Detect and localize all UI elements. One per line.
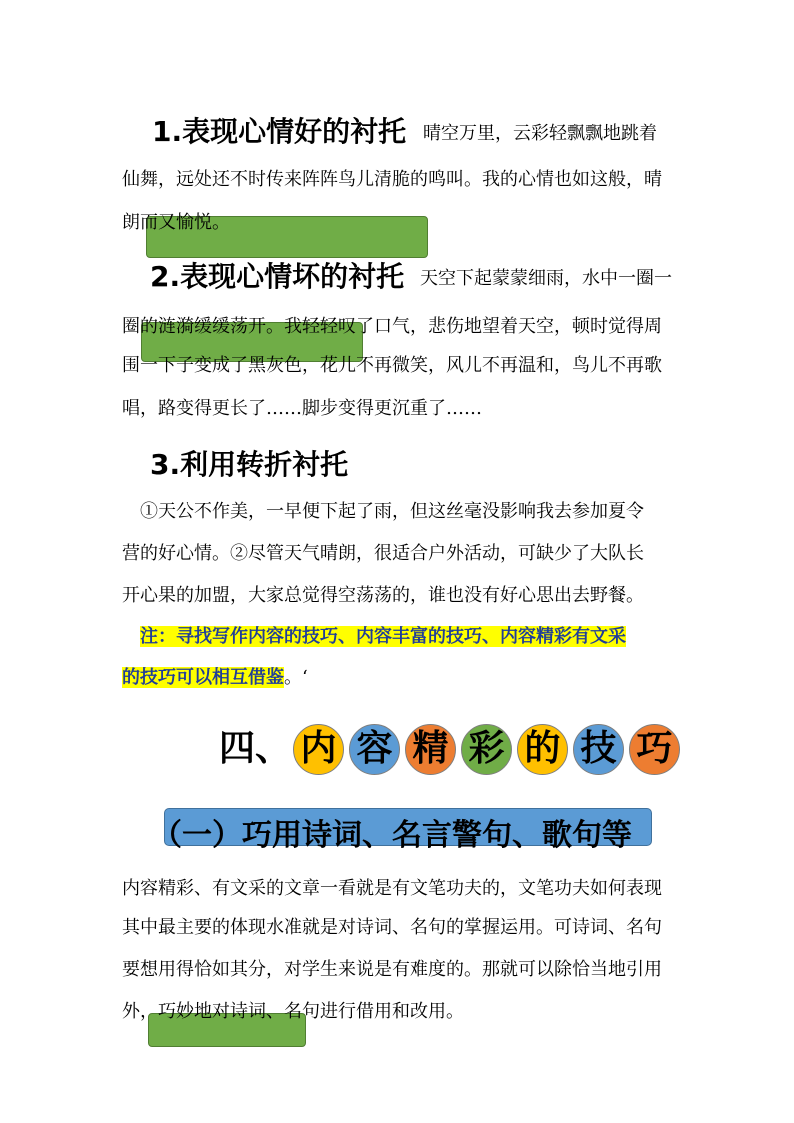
title-circle [629, 724, 680, 775]
title-circle [405, 724, 456, 775]
note-text-1: 注：寻找写作内容的技巧、内容丰富的技巧、内容精彩有文采 [140, 626, 626, 647]
note-line-1 [140, 624, 626, 650]
section1-heading: 1.表现心情好的衬托 [152, 115, 407, 148]
section2-line-4: 唱，路变得更长了……脚步变得更沉重了…… [122, 398, 482, 419]
title-char: 技 [580, 728, 617, 769]
note-text-2: 的技巧可以相互借鉴 [122, 667, 284, 688]
section2-heading: 2.表现心情坏的衬托 [150, 260, 405, 293]
section3-heading: 3.利用转折衬托 [150, 448, 349, 481]
title-circle [293, 724, 344, 775]
title-circle [573, 724, 624, 775]
title-circle [349, 724, 400, 775]
section1-line-2: 仙舞，远处还不时传来阵阵鸟儿清脆的鸣叫。我的心情也如这般，晴 [122, 169, 662, 190]
section2-line-1: 天空下起蒙蒙细雨，水中一圈一 [420, 268, 672, 289]
title-circle [517, 724, 568, 775]
body-line-2: 其中最主要的体现水准就是对诗词、名句的掌握运用。可诗词、名句 [122, 917, 662, 938]
title-char: 内 [300, 728, 337, 769]
section-title [219, 723, 685, 775]
title-circle [461, 724, 512, 775]
section3-line-3: 开心果的加盟，大家总觉得空荡荡的，谁也没有好心思出去野餐。 [122, 585, 644, 606]
title-char: 巧 [636, 728, 673, 769]
subtitle: （一）巧用诗词、名言警句、歌句等 [152, 818, 632, 853]
section1-line-1: 晴空万里，云彩轻飘飘地跳着 [423, 123, 657, 144]
title-char: 容 [356, 728, 393, 769]
title-char: 的 [524, 728, 561, 769]
title-char: 彩 [468, 728, 505, 769]
body-line-3: 要想用得恰如其分，对学生来说是有难度的。那就可以除恰当地引用 [122, 959, 662, 980]
section1-line-3: 朗而又愉悦。 [122, 212, 230, 233]
body-line-1: 内容精彩、有文采的文章一看就是有文笔功夫的，文笔功夫如何表现 [122, 878, 662, 899]
title-char: 精 [412, 728, 449, 769]
body-line-4: 外，巧妙地对诗词、名句进行借用和改用。 [122, 1001, 464, 1022]
title-prefix: 四、 [219, 728, 292, 769]
section2-line-3: 围一下子变成了黑灰色，花儿不再微笑，风儿不再温和，鸟儿不再歌 [122, 355, 662, 376]
section3-line-1: ①天公不作美，一早便下起了雨，但这丝毫没影响我去参加夏令 [140, 501, 644, 522]
section2-line-2: 圈的涟漪缓缓荡开。我轻轻叹了口气，悲伤地望着天空，顿时觉得周 [122, 316, 662, 337]
note-line-2 [122, 665, 308, 691]
section3-line-2: 营的好心情。②尽管天气晴朗，很适合户外活动，可缺少了大队长 [122, 543, 644, 564]
note-tail: 。‘ [284, 667, 308, 688]
